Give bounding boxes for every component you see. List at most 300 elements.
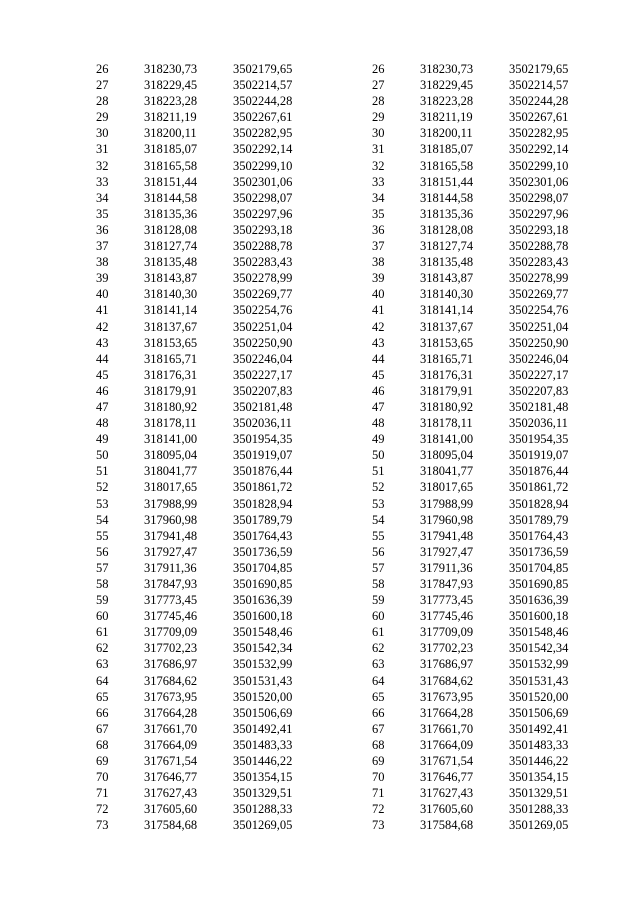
y-coordinate: 3502250,90 (509, 335, 569, 350)
x-coordinate: 318128,08 (420, 222, 474, 237)
y-coordinate: 3501861,72 (233, 480, 293, 495)
point-number: 57 (96, 560, 109, 575)
x-coordinate: 317988,99 (144, 496, 198, 511)
x-coordinate: 318141,00 (420, 432, 474, 447)
point-number: 32 (372, 158, 385, 173)
y-coordinate: 3502288,78 (233, 239, 293, 254)
x-coordinate: 317927,47 (420, 544, 474, 559)
x-coordinate: 318185,07 (420, 142, 474, 157)
table-row (372, 624, 589, 640)
y-coordinate: 3502288,78 (509, 239, 569, 254)
x-coordinate: 317847,93 (420, 577, 474, 591)
table-row (96, 576, 313, 592)
point-number: 54 (372, 512, 385, 527)
table-row (372, 737, 589, 753)
x-coordinate: 317627,43 (144, 786, 198, 801)
y-coordinate: 3501876,44 (233, 464, 293, 479)
x-coordinate: 318176,31 (420, 367, 474, 382)
x-coordinate: 317671,54 (144, 754, 198, 769)
table-row (96, 673, 313, 689)
x-coordinate: 317661,70 (144, 721, 198, 736)
table-row (96, 512, 313, 528)
table-row (372, 93, 589, 109)
x-coordinate: 317709,09 (144, 625, 198, 640)
x-coordinate: 317673,95 (420, 689, 474, 704)
point-number: 41 (96, 303, 109, 318)
x-coordinate: 317664,28 (420, 705, 474, 720)
y-coordinate: 3501954,35 (233, 432, 293, 447)
x-coordinate: 317927,47 (144, 544, 198, 559)
table-row (96, 753, 313, 769)
x-coordinate: 318017,65 (144, 480, 198, 495)
point-number: 58 (372, 577, 385, 591)
y-coordinate: 3502301,06 (509, 174, 569, 189)
point-number: 31 (372, 142, 385, 157)
x-coordinate: 318140,30 (420, 287, 474, 302)
table-row (372, 544, 589, 560)
point-number: 43 (372, 335, 385, 350)
point-number: 41 (372, 303, 385, 318)
table-row (372, 608, 589, 624)
x-coordinate: 317664,28 (144, 705, 198, 720)
table-row (96, 785, 313, 801)
x-coordinate: 317664,09 (420, 737, 474, 752)
x-coordinate: 317605,60 (144, 802, 198, 817)
y-coordinate: 3501329,51 (509, 786, 569, 801)
x-coordinate: 318127,74 (420, 239, 474, 254)
y-coordinate: 3502244,28 (233, 94, 293, 109)
y-coordinate: 3502278,99 (509, 271, 569, 286)
table-row (96, 592, 313, 608)
y-coordinate: 3502299,10 (509, 158, 569, 173)
table-row (372, 190, 589, 206)
y-coordinate: 3502278,99 (233, 271, 293, 286)
table-row (372, 238, 589, 254)
y-coordinate: 3501542,34 (233, 641, 293, 656)
y-coordinate: 3501828,94 (509, 496, 569, 511)
point-number: 38 (96, 255, 109, 270)
table-row (372, 415, 589, 431)
point-number: 51 (96, 464, 109, 479)
point-number: 67 (96, 721, 109, 736)
y-coordinate: 3501446,22 (509, 754, 569, 769)
table-row (372, 656, 589, 672)
x-coordinate: 318135,36 (144, 206, 198, 221)
y-coordinate: 3501600,18 (509, 609, 569, 624)
x-coordinate: 318143,87 (420, 271, 474, 286)
point-number: 26 (372, 62, 385, 76)
table-row (372, 61, 589, 77)
table-row (96, 528, 313, 544)
x-coordinate: 318141,14 (420, 303, 474, 318)
y-coordinate: 3502293,18 (233, 222, 293, 237)
point-number: 59 (372, 593, 385, 608)
table-row (372, 496, 589, 512)
y-coordinate: 3502298,07 (509, 190, 569, 205)
point-number: 53 (372, 496, 385, 511)
x-coordinate: 318165,58 (420, 158, 474, 173)
y-coordinate: 3502269,77 (233, 287, 293, 302)
x-coordinate: 318230,73 (420, 62, 474, 76)
y-coordinate: 3502301,06 (233, 174, 293, 189)
y-coordinate: 3502254,76 (233, 303, 293, 318)
y-coordinate: 3501354,15 (233, 770, 293, 785)
table-row (372, 640, 589, 656)
table-row (96, 335, 313, 351)
table-row (96, 640, 313, 656)
x-coordinate: 318180,92 (420, 399, 474, 414)
point-number: 29 (372, 110, 385, 125)
table-row (372, 753, 589, 769)
y-coordinate: 3501542,34 (509, 641, 569, 656)
y-coordinate: 3502267,61 (233, 110, 293, 125)
table-row (96, 190, 313, 206)
coordinate-table-left (96, 61, 313, 834)
y-coordinate: 3501861,72 (509, 480, 569, 495)
x-coordinate: 318176,31 (144, 367, 198, 382)
point-number: 42 (96, 319, 109, 334)
x-coordinate: 318229,45 (420, 78, 474, 93)
y-coordinate: 3502207,83 (233, 383, 293, 398)
x-coordinate: 317745,46 (420, 609, 474, 624)
table-row (96, 125, 313, 141)
point-number: 60 (96, 609, 109, 624)
table-row (372, 785, 589, 801)
table-row (372, 286, 589, 302)
table-row (372, 431, 589, 447)
point-number: 27 (96, 78, 109, 93)
point-number: 49 (372, 432, 385, 447)
table-row (96, 415, 313, 431)
table-row (96, 61, 313, 77)
x-coordinate: 318223,28 (144, 94, 198, 109)
y-coordinate: 3502036,11 (233, 416, 292, 431)
x-coordinate: 318229,45 (144, 78, 198, 93)
x-coordinate: 318135,48 (144, 255, 198, 270)
x-coordinate: 317960,98 (144, 512, 198, 527)
table-row (96, 544, 313, 560)
table-row (96, 689, 313, 705)
x-coordinate: 317661,70 (420, 721, 474, 736)
point-number: 47 (372, 399, 385, 414)
x-coordinate: 318141,00 (144, 432, 198, 447)
table-row (96, 705, 313, 721)
point-number: 59 (96, 593, 109, 608)
x-coordinate: 318200,11 (420, 126, 473, 141)
y-coordinate: 3501269,05 (509, 818, 569, 833)
y-coordinate: 3502251,04 (509, 319, 569, 334)
y-coordinate: 3502254,76 (509, 303, 569, 318)
point-number: 70 (96, 770, 109, 785)
y-coordinate: 3501636,39 (509, 593, 569, 608)
point-number: 33 (96, 174, 109, 189)
y-coordinate: 3501288,33 (509, 802, 569, 817)
table-row (96, 302, 313, 318)
x-coordinate: 317671,54 (420, 754, 474, 769)
table-row (96, 222, 313, 238)
point-number: 49 (96, 432, 109, 447)
table-row (96, 721, 313, 737)
table-row (372, 705, 589, 721)
point-number: 68 (96, 737, 109, 752)
x-coordinate: 318135,36 (420, 206, 474, 221)
x-coordinate: 318128,08 (144, 222, 198, 237)
table-row (372, 769, 589, 785)
table-row (372, 673, 589, 689)
table-row (372, 141, 589, 157)
y-coordinate: 3502282,95 (233, 126, 293, 141)
y-coordinate: 3501548,46 (233, 625, 293, 640)
x-coordinate: 318095,04 (420, 448, 474, 463)
point-number: 46 (372, 383, 385, 398)
table-row (372, 383, 589, 399)
table-row (372, 302, 589, 318)
x-coordinate: 318153,65 (144, 335, 198, 350)
x-coordinate: 318230,73 (144, 62, 198, 76)
y-coordinate: 3501789,79 (233, 512, 293, 527)
table-row (96, 431, 313, 447)
x-coordinate: 317988,99 (420, 496, 474, 511)
point-number: 64 (96, 673, 109, 688)
table-row (96, 769, 313, 785)
x-coordinate: 318153,65 (420, 335, 474, 350)
table-row (372, 721, 589, 737)
x-coordinate: 318211,19 (420, 110, 473, 125)
table-row (96, 383, 313, 399)
table-row (96, 817, 313, 833)
x-coordinate: 318041,77 (420, 464, 474, 479)
point-number: 40 (372, 287, 385, 302)
table-row (372, 158, 589, 174)
table-row (96, 624, 313, 640)
x-coordinate: 318137,67 (144, 319, 198, 334)
point-number: 73 (372, 818, 385, 833)
y-coordinate: 3502269,77 (509, 287, 569, 302)
y-coordinate: 3502181,48 (233, 399, 293, 414)
x-coordinate: 318211,19 (144, 110, 197, 125)
y-coordinate: 3501483,33 (509, 737, 569, 752)
point-number: 61 (96, 625, 109, 640)
table-row (96, 479, 313, 495)
x-coordinate: 318140,30 (144, 287, 198, 302)
x-coordinate: 317773,45 (144, 593, 198, 608)
table-row (96, 367, 313, 383)
y-coordinate: 3501506,69 (509, 705, 569, 720)
point-number: 28 (96, 94, 109, 109)
x-coordinate: 317684,62 (420, 673, 474, 688)
y-coordinate: 3502227,17 (509, 367, 569, 382)
x-coordinate: 318179,91 (144, 383, 198, 398)
y-coordinate: 3502251,04 (233, 319, 293, 334)
table-row (372, 512, 589, 528)
x-coordinate: 318165,71 (144, 351, 198, 366)
y-coordinate: 3502246,04 (509, 351, 569, 366)
y-coordinate: 3501636,39 (233, 593, 293, 608)
y-coordinate: 3501288,33 (233, 802, 293, 817)
table-row (96, 158, 313, 174)
table-row (96, 109, 313, 125)
point-number: 37 (96, 239, 109, 254)
x-coordinate: 317911,36 (144, 560, 197, 575)
table-row (96, 286, 313, 302)
y-coordinate: 3501531,43 (509, 673, 569, 688)
table-row (372, 206, 589, 222)
table-row (96, 77, 313, 93)
point-number: 31 (96, 142, 109, 157)
table-row (372, 270, 589, 286)
point-number: 30 (372, 126, 385, 141)
point-number: 43 (96, 335, 109, 350)
y-coordinate: 3502227,17 (233, 367, 293, 382)
point-number: 29 (96, 110, 109, 125)
point-number: 47 (96, 399, 109, 414)
y-coordinate: 3501531,43 (233, 673, 293, 688)
x-coordinate: 318179,91 (420, 383, 474, 398)
table-row (96, 238, 313, 254)
table-row (372, 592, 589, 608)
point-number: 70 (372, 770, 385, 785)
x-coordinate: 317745,46 (144, 609, 198, 624)
point-number: 51 (372, 464, 385, 479)
point-number: 39 (96, 271, 109, 286)
point-number: 63 (96, 657, 109, 672)
point-number: 48 (96, 416, 109, 431)
point-number: 36 (96, 222, 109, 237)
point-number: 52 (372, 480, 385, 495)
y-coordinate: 3501690,85 (509, 577, 569, 591)
table-row (372, 447, 589, 463)
x-coordinate: 317627,43 (420, 786, 474, 801)
point-number: 63 (372, 657, 385, 672)
x-coordinate: 318151,44 (144, 174, 198, 189)
y-coordinate: 3501492,41 (233, 721, 293, 736)
point-number: 61 (372, 625, 385, 640)
y-coordinate: 3501506,69 (233, 705, 293, 720)
y-coordinate: 3502299,10 (233, 158, 293, 173)
y-coordinate: 3501532,99 (509, 657, 569, 672)
y-coordinate: 3501954,35 (509, 432, 569, 447)
point-number: 34 (372, 190, 385, 205)
point-number: 54 (96, 512, 109, 527)
x-coordinate: 317847,93 (144, 577, 198, 591)
point-number: 71 (96, 786, 109, 801)
y-coordinate: 3501492,41 (509, 721, 569, 736)
point-number: 35 (96, 206, 109, 221)
y-coordinate: 3502207,83 (509, 383, 569, 398)
table-row (372, 174, 589, 190)
y-coordinate: 3501764,43 (233, 528, 293, 543)
x-coordinate: 318041,77 (144, 464, 198, 479)
point-number: 50 (372, 448, 385, 463)
table-row (372, 109, 589, 125)
table-row (96, 319, 313, 335)
table-row (96, 270, 313, 286)
x-coordinate: 318135,48 (420, 255, 474, 270)
point-number: 60 (372, 609, 385, 624)
point-number: 73 (96, 818, 109, 833)
table-row (96, 560, 313, 576)
point-number: 55 (96, 528, 109, 543)
table-row (372, 576, 589, 592)
point-number: 65 (372, 689, 385, 704)
y-coordinate: 3502297,96 (509, 206, 569, 221)
y-coordinate: 3502181,48 (509, 399, 569, 414)
point-number: 37 (372, 239, 385, 254)
y-coordinate: 3501446,22 (233, 754, 293, 769)
table-row (372, 817, 589, 833)
table-row (96, 399, 313, 415)
x-coordinate: 317709,09 (420, 625, 474, 640)
x-coordinate: 317941,48 (144, 528, 198, 543)
table-row (96, 141, 313, 157)
x-coordinate: 318178,11 (420, 416, 473, 431)
point-number: 66 (372, 705, 385, 720)
x-coordinate: 318127,74 (144, 239, 198, 254)
y-coordinate: 3501789,79 (509, 512, 569, 527)
point-number: 32 (96, 158, 109, 173)
x-coordinate: 317646,77 (420, 770, 474, 785)
y-coordinate: 3501736,59 (509, 544, 569, 559)
y-coordinate: 3501704,85 (233, 560, 293, 575)
point-number: 50 (96, 448, 109, 463)
table-row (372, 254, 589, 270)
y-coordinate: 3502297,96 (233, 206, 293, 221)
y-coordinate: 3501548,46 (509, 625, 569, 640)
table-row (372, 463, 589, 479)
table-row (372, 125, 589, 141)
point-number: 66 (96, 705, 109, 720)
y-coordinate: 3501520,00 (233, 689, 293, 704)
point-number: 26 (96, 62, 109, 76)
y-coordinate: 3501919,07 (509, 448, 569, 463)
y-coordinate: 3502250,90 (233, 335, 293, 350)
x-coordinate: 317673,95 (144, 689, 198, 704)
y-coordinate: 3502244,28 (509, 94, 569, 109)
point-number: 64 (372, 673, 385, 688)
point-number: 45 (372, 367, 385, 382)
table-row (372, 528, 589, 544)
y-coordinate: 3501919,07 (233, 448, 293, 463)
table-row (96, 447, 313, 463)
table-row (372, 479, 589, 495)
y-coordinate: 3501532,99 (233, 657, 293, 672)
y-coordinate: 3501764,43 (509, 528, 569, 543)
point-number: 40 (96, 287, 109, 302)
x-coordinate: 317605,60 (420, 802, 474, 817)
point-number: 68 (372, 737, 385, 752)
point-number: 72 (96, 802, 109, 817)
y-coordinate: 3502298,07 (233, 190, 293, 205)
x-coordinate: 317702,23 (420, 641, 474, 656)
table-row (372, 801, 589, 817)
table-row (96, 351, 313, 367)
point-number: 36 (372, 222, 385, 237)
table-row (372, 367, 589, 383)
y-coordinate: 3502179,65 (233, 62, 293, 76)
table-row (372, 689, 589, 705)
table-row (372, 399, 589, 415)
x-coordinate: 318151,44 (420, 174, 474, 189)
point-number: 58 (96, 577, 109, 591)
x-coordinate: 318165,58 (144, 158, 198, 173)
point-number: 56 (96, 544, 109, 559)
y-coordinate: 3501600,18 (233, 609, 293, 624)
y-coordinate: 3502283,43 (233, 255, 293, 270)
point-number: 55 (372, 528, 385, 543)
point-number: 65 (96, 689, 109, 704)
point-number: 42 (372, 319, 385, 334)
point-number: 71 (372, 786, 385, 801)
